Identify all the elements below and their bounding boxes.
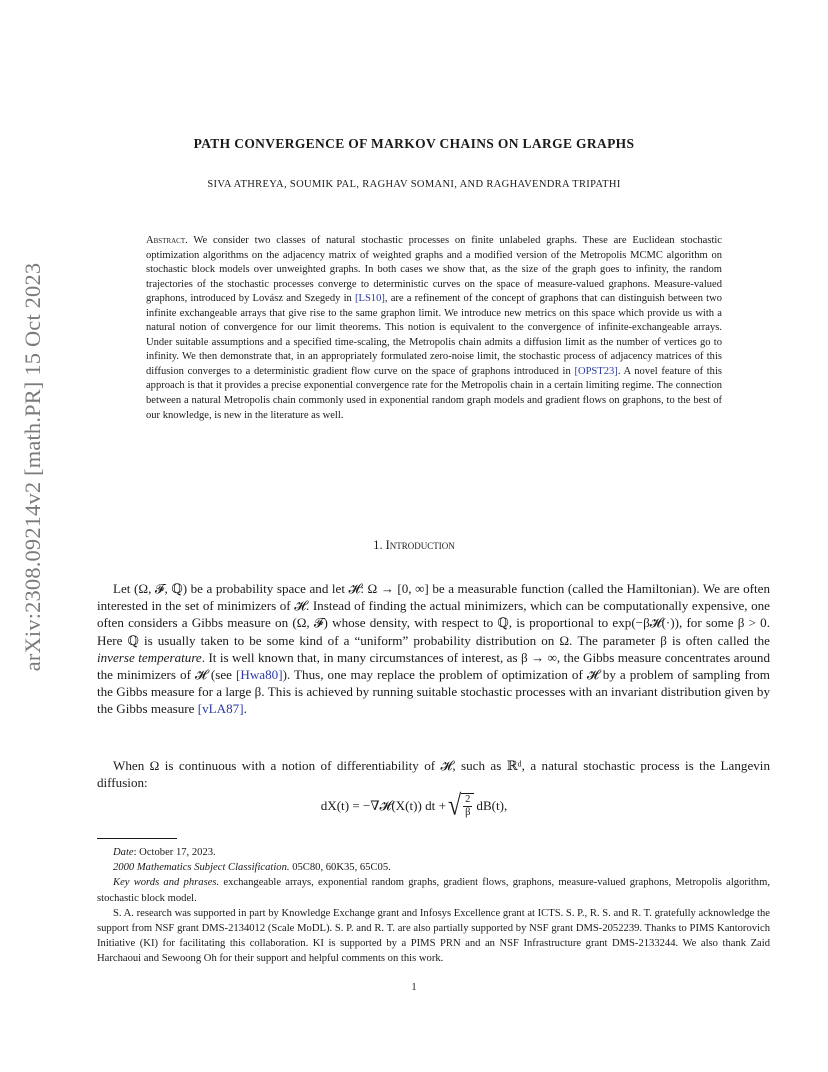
footnotes: [97, 845, 770, 967]
citation-opst23[interactable]: [OPST23]: [574, 365, 618, 377]
sqrt-fraction: [447, 790, 474, 822]
abstract-text-3: . A novel feature of this approach is that it provides a precise exponential convergence rate for the Metropolis chain in a certain limiting regime. The connection between a natural Metropolis chain commonly used in exponential random graph models and gradient flows on graphons, to the best of our knowledge, is new in the literature as well.: [146, 365, 722, 421]
citation-ls10[interactable]: [LS10]: [354, 293, 385, 305]
abstract-text-2: , are a refinement of the concept of graphons that can distinguish between two infinite exchangeable arrays that give rise to the same graphon limit. We introduce new metrics on this space which provide us with a natural notion of convergence for our limit theorems. This notion is equivalent to the convergence of infinite-exchangeable arrays. Under suitable assumptions and a specified time-scaling, the Metropolis chain admits a diffusion limit as the number of vertices go to infinity. We then demonstrate that, in an appropriately formulated zero-noise limit, the stochastic process of adjacency matrices of this diffusion converges to a deterministic gradient flow curve on the space of graphons introduced in: [146, 293, 722, 377]
footnote-keywords: [97, 875, 770, 905]
page-number: 1: [411, 982, 417, 993]
keywords-value: exchangeable arrays, exponential random graphs, gradient flows, graphons, measure-valued graphons, Metropolis algorithm, stochastic block model.: [97, 877, 770, 904]
abstract: [146, 234, 722, 423]
equation-lhs: dX(t) = −∇𝓗(X(t)) dt +: [320, 798, 446, 813]
date-label: Date: [113, 847, 134, 858]
fraction: [461, 793, 474, 819]
fraction-numerator: 2: [465, 794, 471, 805]
radical-sign-icon: √: [447, 790, 462, 822]
section-heading: [0, 538, 828, 553]
equation-rhs: dB(t),: [476, 798, 508, 813]
arxiv-sidebar-stamp: [20, 262, 46, 672]
paper-authors: SIVA ATHREYA, SOUMIK PAL, RAGHAV SOMANI, AND RAGHAVENDRA TRIPATHI: [207, 179, 621, 190]
abstract-text-1: We consider two classes of natural stochastic processes on finite unlabeled graphs. These are Euclidean stochastic optimization algorithms on the adjacency matrix of weighted graphs and a modified version of the Metropolis MCMC algorithm on stochastic block models over unweighted graphs. In both cases we show that, as the size of the graph goes to infinity, the random trajectories of the stochastic processes converge to deterministic curves on the space of measure-valued graphons. Measure-valued graphons, introduced by Lovász and Szegedy in: [146, 235, 722, 305]
citation-hwa80[interactable]: [Hwa80]: [236, 667, 283, 683]
section-title: Introduction: [385, 538, 455, 552]
arxiv-identifier: arXiv:2308.09214v2 [math.PR] 15 Oct 2023: [20, 262, 45, 672]
intro-paragraph-1: [97, 580, 770, 718]
footnote-msc: [97, 860, 770, 875]
keywords-label: Key words and phrases.: [113, 877, 220, 889]
intro-paragraph-2: When Ω is continuous with a notion of differentiability of 𝓗, such as ℝᵈ, a natural stochastic process is the Langevin diffusion:: [97, 758, 770, 791]
intro-p1-emphasis: inverse temperature: [97, 649, 202, 665]
section-number: 1.: [373, 538, 383, 552]
intro-p1-text-c: ). Thus, one may replace the problem of optimization of 𝓗 by a problem of sampling from the Gibbs measure for a large β. This is achieved by running suitable stochastic processes with an invariant distribution given by the Gibbs measure: [97, 667, 770, 717]
intro-p1-text-b: . It is well known that, in many circumstances of interest, as β → ∞, the Gibbs measure concentrates around the minimizers of 𝓗 (see: [97, 649, 770, 683]
langevin-equation: [0, 790, 828, 833]
footnote-funding: S. A. research was supported in part by Knowledge Exchange grant and Infosys Excellence grant at ICTS. S. P., R. S. and R. T. gratefully acknowledge the support from NSF grant DMS-2134012 (Scale MoDL). S. P. and R. T. are also partially supported by NSF grant DMS-2052239. Thanks to PIMS Kantorovich Initiative (KI) for facilitating this collaboration. KI is supported by a PIMS PRN and an NSF Infrastructure grant DMS-2133244. We also thank Zaid Harchaoui and Sewoong Oh for their support and helpful comments on this work.: [97, 907, 770, 965]
footnote-date: [97, 845, 770, 860]
date-value: : October 17, 2023.: [133, 847, 216, 858]
msc-value: 05C80, 60K35, 65C05.: [289, 862, 391, 874]
fraction-denominator: β: [465, 807, 471, 818]
citation-vla87[interactable]: [vLA87]: [197, 701, 244, 717]
msc-label: 2000 Mathematics Subject Classification.: [113, 862, 290, 874]
abstract-label: Abstract.: [146, 235, 188, 246]
intro-p1-text-d: .: [243, 701, 247, 717]
paper-title: PATH CONVERGENCE OF MARKOV CHAINS ON LARGE GRAPHS: [193, 136, 635, 151]
intro-p1-text-a: Let (Ω, 𝓕, ℚ) be a probability space and let 𝓗: Ω → [0, ∞] be a measurable function (called the Hamiltonian). We are often interested in the set of minimizers of 𝓗. Instead of finding the actual minimizers, which can be computationally expensive, one often considers a Gibbs measure on (Ω, 𝓕) whose density, with respect to ℚ, is proportional to exp(−β𝓗(·)), for some β > 0. Here ℚ is usually taken to be some kind of a “uniform” probability distribution on Ω. The parameter β is often called the: [97, 581, 770, 648]
footnote-divider: [97, 838, 177, 839]
